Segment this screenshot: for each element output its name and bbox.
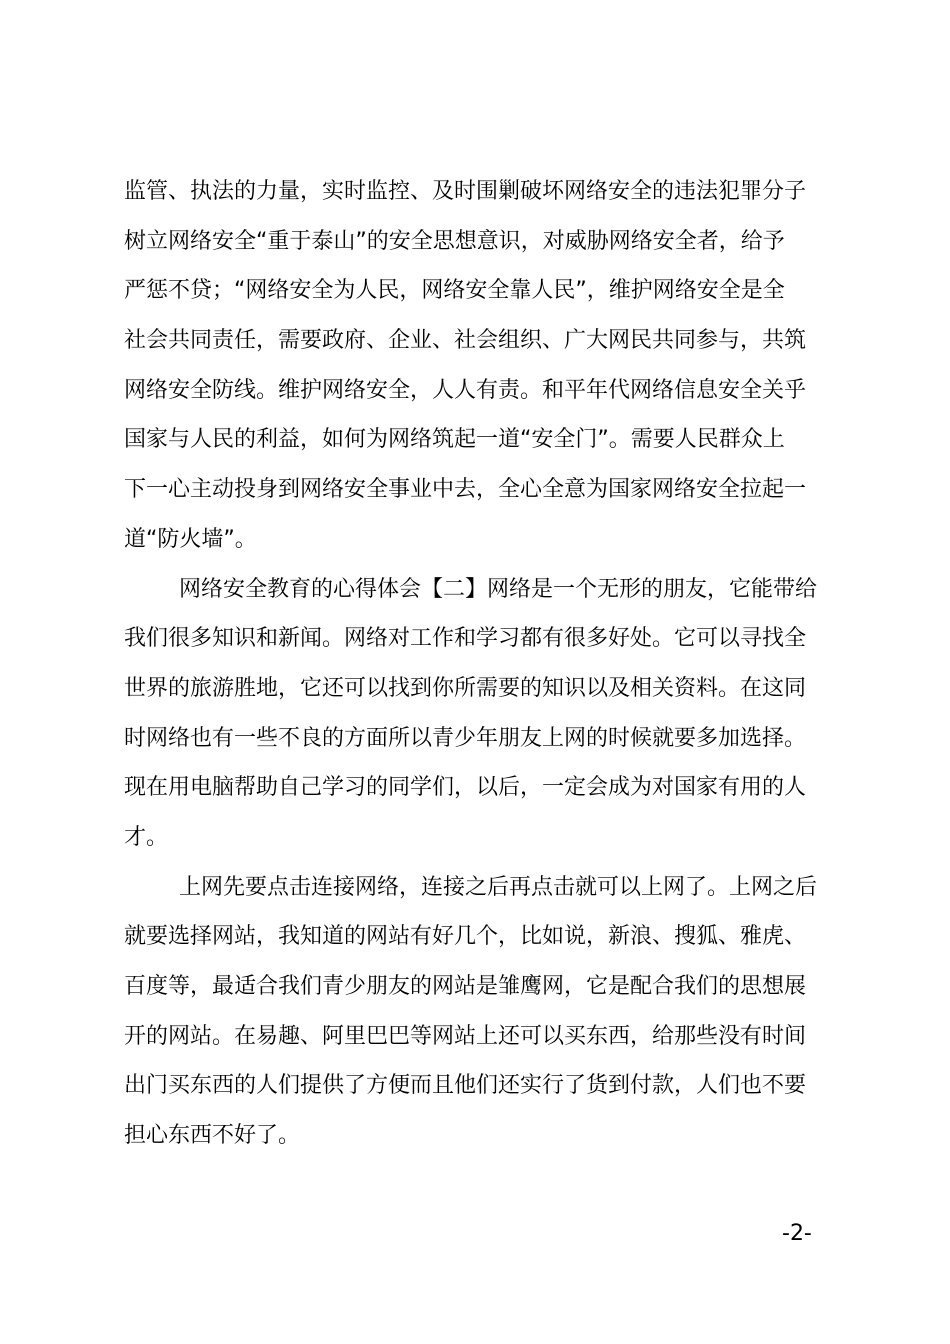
text-line: 世界的旅游胜地，它还可以找到你所需要的知识以及相关资料。在这同 — [124, 675, 807, 701]
text-line: 下一心主动投身到网络安全事业中去，全心全意为国家网络安全拉起一 — [124, 477, 807, 503]
text-line: 网络安全教育的心得体会【二】网络是一个无形的朋友，它能带给 — [179, 576, 818, 602]
text-line: 社会共同责任，需要政府、企业、社会组织、广大网民共同参与，共筑 — [124, 328, 807, 354]
text-line: 我们很多知识和新闻。网络对工作和学习都有很多好处。它可以寻找全 — [124, 626, 807, 652]
text-line: 上网先要点击连接网络，连接之后再点击就可以上网了。上网之后 — [179, 874, 818, 900]
text-line: 才。 — [124, 824, 169, 850]
paragraph — [124, 565, 844, 863]
text-line: 开的网站。在易趣、阿里巴巴等网站上还可以买东西，给那些没有时间 — [124, 1023, 807, 1049]
paragraph — [124, 167, 844, 565]
text-line: 时网络也有一些不良的方面所以青少年朋友上网的时候就要多加选择。 — [124, 725, 807, 751]
text-line: 现在用电脑帮助自己学习的同学们，以后，一定会成为对国家有用的人 — [124, 775, 807, 801]
page-number: -2- — [782, 1221, 812, 1246]
text-line: 网络安全防线。维护网络安全，人人有责。和平年代网络信息安全关乎 — [124, 377, 807, 403]
body-text — [124, 167, 844, 1161]
text-line: 严惩不贷；“网络安全为人民，网络安全靠人民”，维护网络安全是全 — [124, 278, 785, 304]
text-line: 出门买东西的人们提供了方便而且他们还实行了货到付款，人们也不要 — [124, 1073, 807, 1099]
text-line: 国家与人民的利益，如何为网络筑起一道“安全门”。需要人民群众上 — [124, 427, 785, 453]
text-line: 就要选择网站，我知道的网站有好几个，比如说，新浪、搜狐、雅虎、 — [124, 924, 807, 950]
paragraph — [124, 863, 844, 1161]
text-line: 树立网络安全“重于泰山”的安全思想意识，对威胁网络安全者，给予 — [124, 228, 785, 254]
text-line: 百度等，最适合我们青少朋友的网站是雏鹰网，它是配合我们的思想展 — [124, 974, 807, 999]
text-line: 监管、执法的力量，实时监控、及时围剿破坏网络安全的违法犯罪分子 — [124, 179, 807, 204]
text-line: 道“防火墙”。 — [124, 526, 257, 552]
text-line: 担心东西不好了。 — [124, 1123, 301, 1149]
